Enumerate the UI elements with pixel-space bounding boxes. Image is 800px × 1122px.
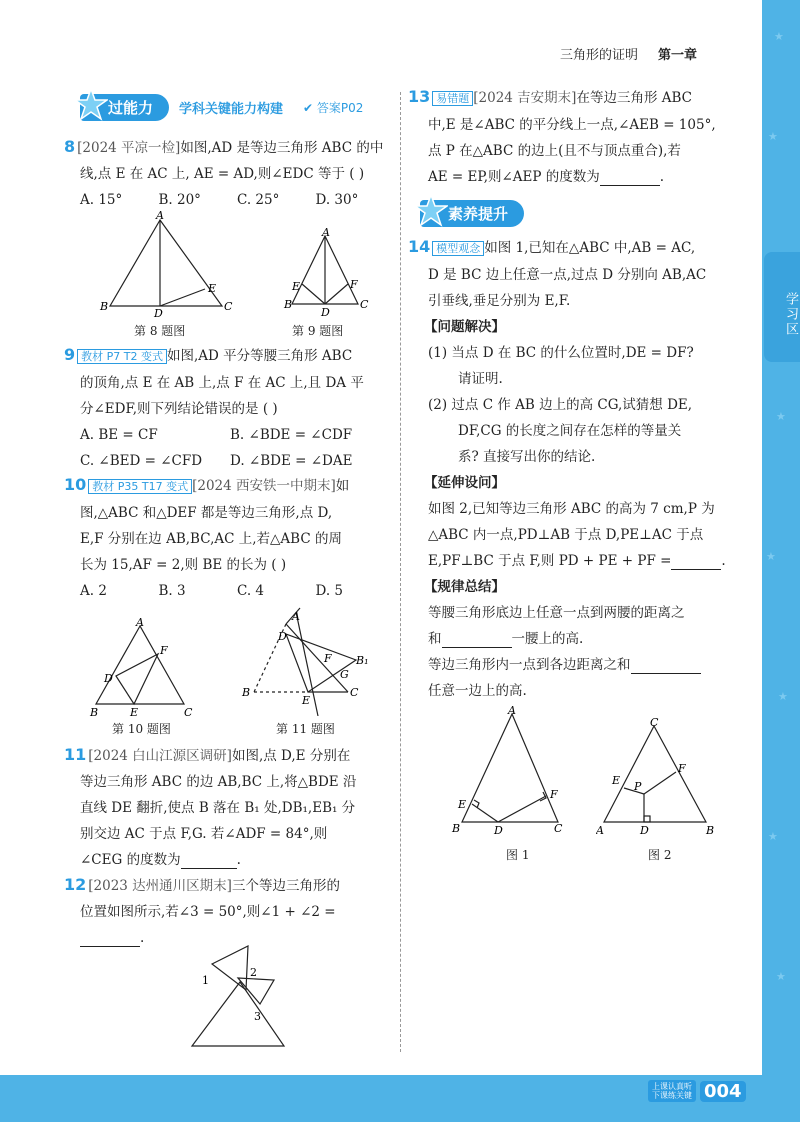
q8-option-c[interactable]: C. 25° [237,192,280,208]
svg-text:A: A [156,210,164,222]
q14-rule-2a: 和 [428,631,442,647]
q8-option-d[interactable]: D. 30° [315,192,359,208]
page-footer [648,1076,760,1106]
figure-9 [280,228,370,320]
q14-heading-extension: 【延伸设问】 [424,475,505,491]
q14-part2-b: DF,CG 的长度之间存在怎样的等量关 [458,423,682,439]
svg-text:F: F [160,644,168,657]
q8-option-b[interactable]: B. 20° [158,192,201,208]
svg-text:E: E [292,280,301,293]
svg-text:★: ★ [778,690,788,703]
svg-text:1: 1 [202,974,209,987]
figure-8 [96,210,236,320]
q14-text-0: 如图 1,已知在△ABC 中,AB = AC, [484,240,696,256]
svg-text:3: 3 [254,1010,261,1023]
figure-2 [596,716,720,838]
q9-badge: 教材 P7 T2 变式 [77,349,167,364]
banner-literacy [420,200,524,226]
star-mascot-icon [414,194,448,228]
svg-text:★: ★ [774,30,784,43]
q13-answer-blank[interactable] [600,169,660,186]
svg-text:★: ★ [776,970,786,983]
svg-text:2: 2 [250,966,257,979]
q14-ext-3: E,PF⊥BC 于点 F,则 PD + PE + PF = [428,553,672,569]
svg-text:B: B [90,706,99,719]
figure-11 [240,604,370,716]
q12-text-0: 三个等边三角形的 [231,878,340,894]
q10-source: [2024 西安铁一中期末] [192,478,336,494]
q14-text-1: D 是 BC 边上任意一点,过点 D 分别向 AB,AC [428,267,707,283]
footer-slogan-1: 上课认真听 [652,1082,692,1091]
q14-badge: 模型观念 [432,241,484,256]
q9-option-c[interactable]: C. ∠BED = ∠CFD [80,453,203,469]
column-divider [400,92,401,1052]
q14-rule-blank-1[interactable] [442,631,512,648]
q8-text-2: 线,点 E 在 AC 上, AE = AD,则∠EDC 等于 ( ) [80,166,365,182]
svg-text:E: E [612,774,621,787]
svg-text:F: F [678,762,686,775]
question-13: 13 易错题 [2024 吉安期末]在等边三角形 ABC 中,E 是∠ABC 的平分线上一点,∠AEB = 105°, 点 P 在△ABC 的边上(且不与顶点重合),若 AE = EP,则∠AEP 的度数为 . [408,84,754,190]
q13-text-2: 点 P 在△ABC 的边上(且不与顶点重合),若 [428,143,681,159]
svg-text:A: A [292,610,300,623]
q9-options [64,422,394,474]
banner-ability-tag [80,94,169,121]
q14-heading-problem: 【问题解决】 [424,319,505,335]
question-8 [64,134,394,213]
svg-text:A: A [136,616,144,629]
figure-1 [450,704,580,838]
q9-option-b[interactable]: B. ∠BDE = ∠CDF [230,427,353,443]
q10-options [64,578,394,604]
q11-text-1: 等边三角形 ABC 的边 AB,BC 上,将△BDE 沿 [80,774,357,790]
question-10 [64,472,394,604]
svg-text:C: C [350,686,359,699]
q14-rule-blank-2[interactable] [631,657,701,674]
svg-text:★: ★ [768,830,778,843]
question-12: 12 [2023 达州通川区期末]三个等边三角形的 位置如图所示,若∠3 = 50°,则∠1 + ∠2 = . [64,872,394,951]
caption-fig11: 第 11 题图 [276,722,335,736]
q14-ext-answer-blank[interactable] [671,553,721,570]
q11-text-2: 直线 DE 翻折,使点 B 落在 B₁ 处,DB₁,EB₁ 分 [80,800,356,816]
answer-ref[interactable]: ✔ 答案P02 [303,100,364,115]
figure-12 [184,942,288,1052]
banner-ability-title: 过能力 [108,98,154,117]
q10-option-d[interactable]: D. 5 [315,583,344,599]
svg-text:C: C [554,822,563,835]
figure-10 [88,616,198,720]
banner-ability [80,94,363,120]
q14-rule-2b: 一腰上的高. [511,631,584,647]
svg-text:C: C [184,706,193,719]
q10-text-1: 图,△ABC 和△DEF 都是等边三角形,点 D, [80,505,333,521]
svg-text:E: E [208,282,217,295]
q11-text-4: ∠CEG 的度数为 [80,852,181,868]
svg-text:B: B [706,824,715,837]
svg-text:D: D [494,824,503,837]
header-section: 三角形的证明 [560,48,639,63]
q9-option-d[interactable]: D. ∠BDE = ∠DAE [230,453,353,469]
q10-option-c[interactable]: C. 4 [237,583,265,599]
q12-number: 12 [64,875,87,894]
svg-text:D: D [640,824,649,837]
star-mascot-icon [74,88,108,122]
question-14: 14 模型观念 如图 1,已知在△ABC 中,AB = AC, D 是 BC 边上任意一点,过点 D 分别向 AB,AC 引垂线,垂足分别为 E,F. 【问题解决】 (1) 当点 D 在 BC 的什么位置时,DE = DF? 请证明. (2) 过点 C 作 AB 边上的高 CG,试猜想 DE, DF,CG 的长度之间存在怎样的等量关 系? 直接写出你的结论. 【延伸设问】 如图 2,已知等边三角形 ABC 的高为 7 cm,P 为 △ABC 内一点,PD⊥AB 于点 D,PE⊥AC 于点 E,PF⊥BC 于点 F,则 PD + PE + PF = . 【规律总结】 等腰三角形底边上任意一点到两腰的距离之 和 一腰上的高. 等边三角形内一点到各边距离之和 任意一边上的高. [408,234,754,704]
svg-text:B: B [452,822,461,835]
svg-text:P: P [634,780,642,793]
svg-text:A: A [508,704,516,717]
footer-slogan [648,1080,696,1102]
decorative-stars [760,0,800,1122]
q13-text-0: 在等边三角形 ABC [576,90,692,106]
running-header [560,44,697,63]
q14-part2-a: (2) 过点 C 作 AB 边上的高 CG,试猜想 DE, [428,397,693,413]
q8-number: 8 [64,137,76,156]
svg-text:C: C [360,298,369,311]
q10-option-a[interactable]: A. 2 [80,583,107,599]
question-11: 11 [2024 白山江源区调研]如图,点 D,E 分别在 等边三角形 ABC 的边 AB,BC 上,将△BDE 沿 直线 DE 翻折,使点 B 落在 B₁ 处,DB₁,EB₁ 分 别交边 AC 于点 F,G. 若∠ADF = 84°,则 ∠CEG 的度数为 . [64,742,394,873]
svg-text:D: D [104,672,113,685]
q10-text-0: 如 [335,478,350,494]
svg-text:A: A [596,824,604,837]
svg-text:★: ★ [768,130,778,143]
q11-source: [2024 白山江源区调研] [88,748,232,764]
q13-number: 13 [408,87,431,106]
q14-heading-summary: 【规律总结】 [424,579,505,595]
q8-option-a[interactable]: A. 15° [80,192,123,208]
svg-text:C: C [650,716,659,729]
q14-ext-2: △ABC 内一点,PD⊥AB 于点 D,PE⊥AC 于点 [428,527,704,543]
q14-text-2: 引垂线,垂足分别为 E,F. [428,293,571,309]
q12-answer-blank[interactable] [80,930,140,947]
q12-source: [2023 达州通川区期末] [88,878,232,894]
q11-text-0: 如图,点 D,E 分别在 [231,748,351,764]
caption-fig10: 第 10 题图 [112,722,171,736]
svg-text:B₁: B₁ [356,654,369,667]
q13-badge: 易错题 [432,91,473,106]
svg-text:F: F [550,788,558,801]
banner-literacy-tag [420,200,524,227]
svg-text:★: ★ [776,410,786,423]
svg-text:D: D [278,630,287,643]
q9-text-1: 如图,AD 平分等腰三角形 ABC [166,348,353,364]
q13-text-3: AE = EP,则∠AEP 的度数为 [428,169,600,185]
q13-text-1: 中,E 是∠ABC 的平分线上一点,∠AEB = 105°, [428,117,716,133]
q8-source: [2024 平凉一检] [77,140,181,156]
svg-text:E: E [302,694,311,707]
banner-literacy-title: 素养提升 [448,204,509,223]
svg-text:G: G [340,668,349,681]
q10-option-b[interactable]: B. 3 [158,583,186,599]
side-tab-study-area[interactable]: 学习区 [764,252,800,362]
svg-text:B: B [284,298,293,311]
q14-ext-1: 如图 2,已知等边三角形 ABC 的高为 7 cm,P 为 [428,501,715,517]
svg-text:D: D [321,306,330,319]
q14-number: 14 [408,237,431,256]
question-9 [64,342,394,474]
header-chapter: 第一章 [658,48,698,63]
answer-ref-text: 答案P02 [316,100,364,115]
q10-number: 10 [64,475,87,494]
caption-figure-1: 图 1 [506,848,530,862]
q14-part2-c: 系? 直接写出你的结论. [458,449,596,465]
svg-text:★: ★ [766,550,776,563]
svg-text:F: F [324,652,332,665]
q11-answer-blank[interactable] [181,852,237,869]
q9-number: 9 [64,345,76,364]
q9-option-a[interactable]: A. BE = CF [80,427,158,443]
q10-text-3: 长为 15,AF = 2,则 BE 的长为 ( ) [80,557,287,573]
q11-text-3: 别交边 AC 于点 F,G. 若∠ADF = 84°,则 [80,826,328,842]
q11-number: 11 [64,745,87,764]
caption-fig9: 第 9 题图 [292,324,344,338]
q14-part1-a: (1) 当点 D 在 BC 的什么位置时,DE = DF? [428,345,694,361]
q14-rule-4: 任意一边上的高. [428,683,527,699]
footer-slogan-2: 下课练关键 [652,1091,692,1100]
caption-figure-2: 图 2 [648,848,672,862]
q12-text-1: 位置如图所示,若∠3 = 50°,则∠1 + ∠2 = [80,904,336,920]
svg-text:F: F [350,278,358,291]
q14-rule-1: 等腰三角形底边上任意一点到两腰的距离之 [428,605,685,621]
caption-fig8: 第 8 题图 [134,324,186,338]
q9-text-3: 分∠EDF,则下列结论错误的是 ( ) [80,401,278,417]
q13-source: [2024 吉安期末] [473,90,577,106]
svg-text:C: C [224,300,233,313]
svg-text:B: B [242,686,251,699]
svg-text:D: D [154,307,163,320]
banner-ability-subtitle: 学科关键能力构建 [179,101,284,117]
q14-rule-3: 等边三角形内一点到各边距离之和 [428,657,631,673]
q9-text-2: 的顶角,点 E 在 AB 上,点 F 在 AC 上,且 DA 平 [80,375,364,391]
q8-text-1: 如图,AD 是等边三角形 ABC 的中 [180,140,384,156]
q10-text-2: E,F 分别在边 AB,BC,AC 上,若△ABC 的周 [80,531,342,547]
svg-text:A: A [322,228,330,239]
svg-text:E: E [130,706,139,719]
svg-text:E: E [458,798,467,811]
q14-part1-b: 请证明. [458,371,503,387]
q10-badge: 教材 P35 T17 变式 [88,479,192,494]
svg-text:B: B [100,300,109,313]
page-number: 004 [700,1081,746,1102]
